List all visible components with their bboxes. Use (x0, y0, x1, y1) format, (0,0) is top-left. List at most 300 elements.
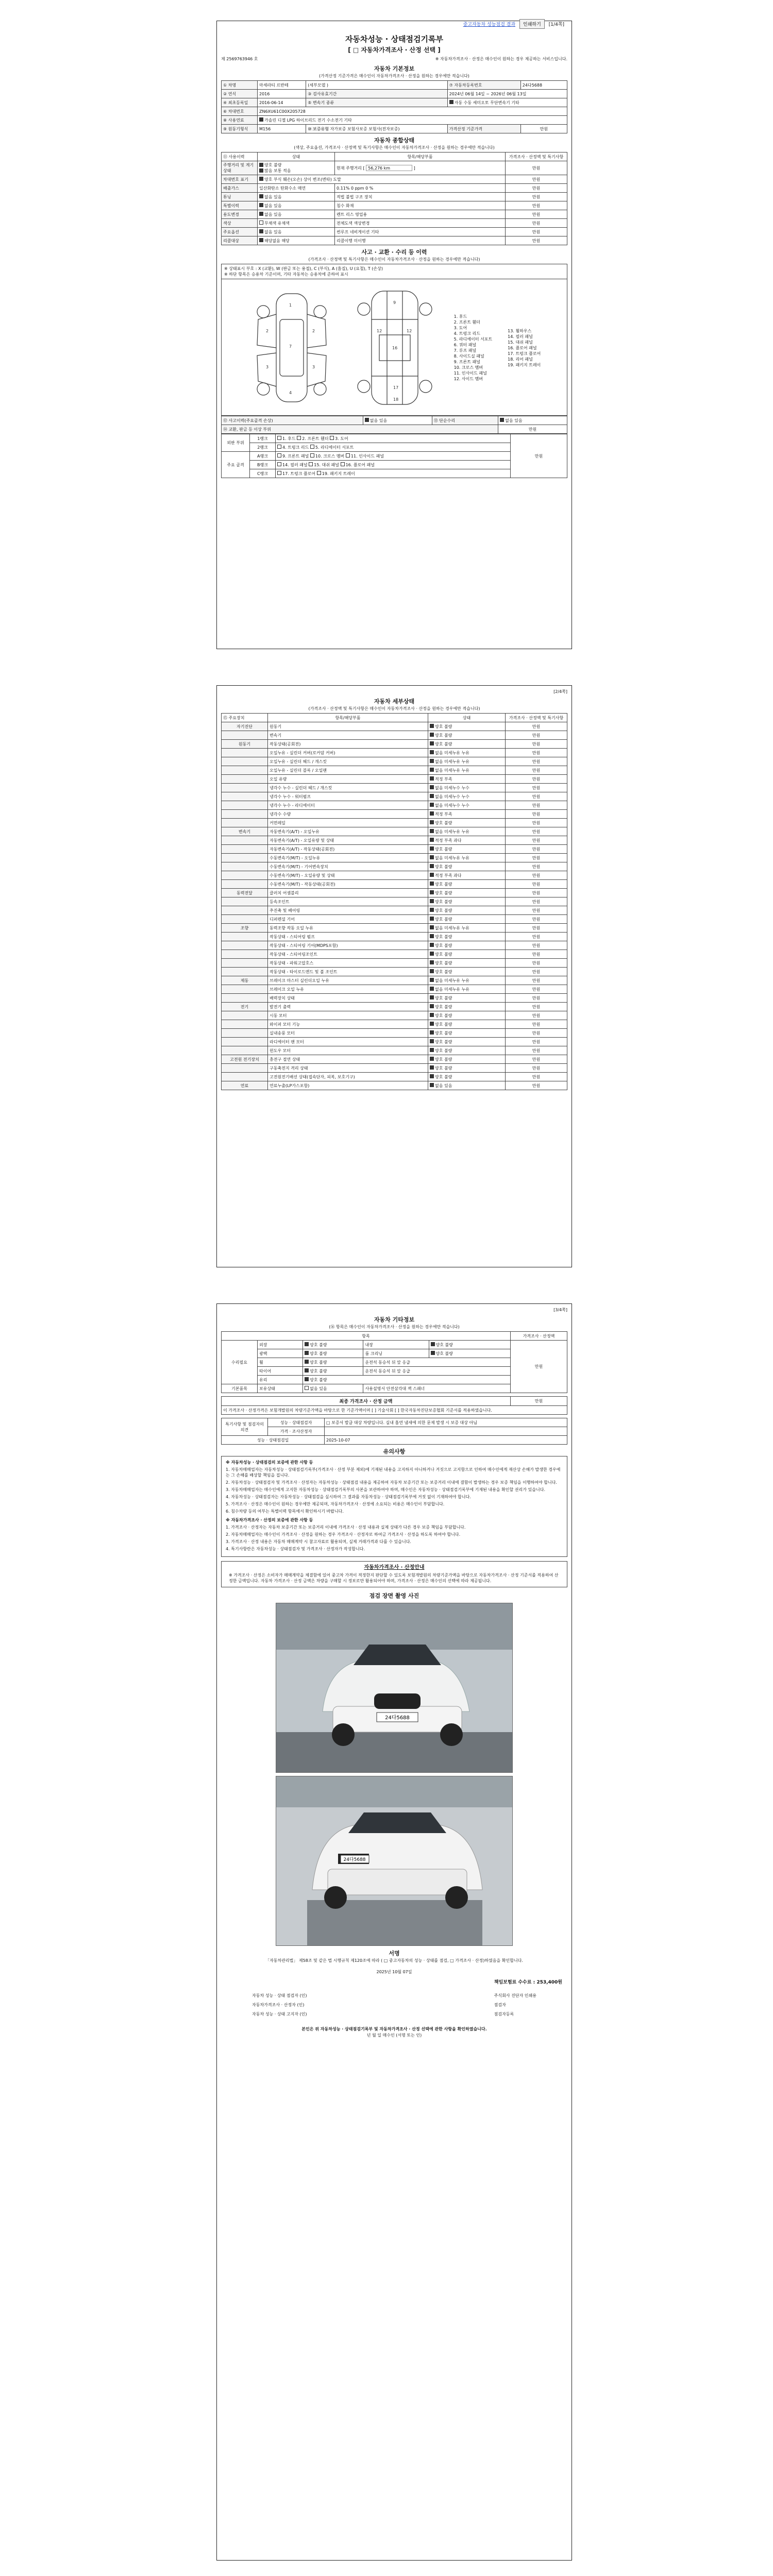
row-item: 작동상태(공회전) (268, 740, 428, 749)
accident-legend: ※ 상태표시 부호 : X (교환), W (판금 또는 용접), C (부식), A (흠집), U (요철), T (손상) (224, 266, 383, 271)
checkbox-icon[interactable] (430, 785, 434, 789)
row-label: 변속기 (222, 827, 268, 836)
detail-row (222, 1003, 567, 1011)
row-item: 휠 (258, 1358, 303, 1367)
rank-label: C랭크 (250, 469, 276, 478)
checkbox-icon[interactable] (430, 882, 434, 886)
status-text: 없음 미세누수 누수 (435, 785, 469, 790)
row-status (428, 1011, 506, 1020)
price-unit: 만원 (506, 766, 567, 775)
row-item: 연료누출(LP가스포함) (268, 1081, 428, 1090)
rank-label: 1랭크 (250, 434, 276, 443)
row-extra: 침수 화재 (335, 201, 506, 210)
price-unit: 만원 (506, 1081, 567, 1090)
price-unit: 만원 (506, 757, 567, 766)
row-item: 작동상태 - 스티어링조인트 (268, 950, 428, 959)
price-unit: 만원 (506, 985, 567, 994)
row-status: 양호 불량 (303, 1376, 511, 1384)
signature-footer-2: 년 월 일 매수인 (서명 또는 인) (366, 2033, 422, 2038)
cell-label: ⑧ 사용연료 (222, 116, 258, 125)
svg-text:9: 9 (393, 300, 396, 305)
checkbox-icon[interactable] (430, 776, 434, 781)
row-label (222, 871, 268, 880)
row-status (428, 740, 506, 749)
checkbox-icon[interactable] (430, 855, 434, 859)
price-unit: 만원 (506, 915, 567, 924)
detail-row (222, 933, 567, 941)
detail-row (222, 784, 567, 792)
price-unit: 만원 (506, 933, 567, 941)
row-label (222, 1029, 268, 1038)
row-label (222, 819, 268, 827)
row-status: 양호 불량 (303, 1367, 363, 1376)
price-unit: 만원 (506, 1011, 567, 1020)
rank-table (221, 434, 567, 478)
row-item: 시동 모터 (268, 1011, 428, 1020)
status-text: 없음 미세누수 누수 (435, 803, 469, 808)
row-item: 디퍼렌셜 기어 (268, 915, 428, 924)
checkbox-icon[interactable] (430, 952, 434, 956)
status-text: 양호 불량 (435, 1022, 452, 1027)
row-status: 무채색 유채색 (258, 219, 335, 228)
col-header: 가격조사 · 산정액 (511, 1332, 567, 1341)
svg-text:1: 1 (289, 303, 292, 308)
row-label (222, 810, 268, 819)
row-label: 배출가스 (222, 184, 258, 193)
row-extra: 0.11% 0 ppm 0 % (335, 184, 506, 193)
row-status: 없음 있음 (303, 1384, 363, 1393)
photos-title: 점검 장면 촬영 사진 (369, 1592, 419, 1599)
checkbox-icon[interactable] (430, 899, 434, 903)
checkbox-icon[interactable] (430, 733, 434, 737)
checkbox-icon[interactable] (430, 794, 434, 798)
row-item: 동력조향 작동 오일 누유 (268, 924, 428, 933)
signer-right: 주식회사 진단자 인쇄용 (494, 1993, 536, 1998)
detail-row (222, 880, 567, 889)
status-text: 없음 미세누유 누유 (435, 759, 469, 764)
row-status (428, 1029, 506, 1038)
detail-row (222, 836, 567, 845)
row-status: 운전석 동승석 뒤 앞 응급 (363, 1367, 511, 1376)
checkbox-icon[interactable] (430, 943, 434, 947)
row-label (222, 801, 268, 810)
row-label (222, 836, 268, 845)
row-label (222, 985, 268, 994)
detail-row (222, 1055, 567, 1064)
row-item: 등속조인트 (268, 897, 428, 906)
row-label: 외판 부위 (222, 434, 250, 452)
svg-text:17: 17 (393, 385, 398, 390)
price-unit: 만원 (506, 1073, 567, 1081)
col-header: ⑮ 주요장치 (222, 714, 268, 722)
rank-parts: 1. 후드 2. 프론트 휀더 3. 도어 (276, 434, 511, 443)
row-item: 작동상태 - 스티어링 기어(MDPS포함) (268, 941, 428, 950)
row-status (428, 933, 506, 941)
car-frame-outline-icon (351, 283, 439, 412)
row-status: 운전석 동승석 뒤 앞 응급 (363, 1358, 511, 1367)
row-label: 제동 (222, 976, 268, 985)
checkbox-icon[interactable] (259, 177, 263, 181)
status-text: 양호 불량 (435, 864, 452, 869)
row-item: 냉각수 수량 (268, 810, 428, 819)
car-name: 마세라티 르반떼 (258, 81, 306, 90)
detail-row (222, 871, 567, 880)
row-label (222, 862, 268, 871)
checkbox-icon[interactable] (430, 1022, 434, 1026)
row-label: 전기 (222, 1003, 268, 1011)
print-button[interactable]: 인쇄하기 (519, 19, 545, 29)
col-header: 상태 (258, 152, 335, 161)
row-item: 오일누유 - 실린더 커버(로커암 커버) (268, 749, 428, 757)
price-unit: 만원 (506, 1064, 567, 1073)
checkbox-icon[interactable] (430, 890, 434, 894)
row-status (428, 976, 506, 985)
row-label (222, 941, 268, 950)
price-unit: 만원 (511, 434, 567, 478)
page-1 (216, 21, 572, 649)
row-status (428, 862, 506, 871)
page-number: [3/4쪽] (553, 1308, 567, 1312)
status-text: 양호 불량 (435, 1030, 452, 1036)
price-unit: 만원 (506, 792, 567, 801)
rank-label: 2랭크 (250, 443, 276, 452)
price-unit: 만원 (506, 854, 567, 862)
price-unit: 만원 (506, 1020, 567, 1029)
price-unit: 만원 (506, 193, 567, 201)
detail-row (222, 915, 567, 924)
status-title: 자동차 종합상태 (374, 137, 415, 144)
checkbox-icon[interactable] (430, 1065, 434, 1070)
signer-row: 자동차 성능 · 상태 점검자 (인) (252, 1993, 307, 1998)
row-label: ⑭ 교환, 판금 등 이상 부위 (222, 425, 498, 434)
price-unit: 만원 (506, 950, 567, 959)
rank-parts: 14. 필러 패널 15. 대쉬 패널 16. 플로어 패널 (276, 461, 511, 469)
price-unit: 만원 (506, 941, 567, 950)
detail-row (222, 801, 567, 810)
transmission-type: 자동 수동 세미오토 무단변속기 기타 (447, 98, 567, 107)
row-item: 배력장치 상태 (268, 994, 428, 1003)
price-unit: 만원 (506, 210, 567, 219)
checkbox-icon[interactable] (259, 212, 263, 216)
checkbox-icon[interactable] (259, 203, 263, 207)
detail-row (222, 924, 567, 933)
accident-title: 사고 · 교환 · 수리 등 이력 (361, 249, 427, 256)
row-extra: 썬루프 네비게이션 기타 (335, 228, 506, 236)
price-unit: 만원 (506, 976, 567, 985)
status-text: 양호 불량 (435, 917, 452, 922)
basic-info-table (221, 80, 567, 133)
checkbox-icon[interactable] (500, 418, 504, 422)
car-rear-photo-icon (276, 1776, 513, 1946)
inspection-photo-front (276, 1603, 513, 1773)
detail-note: (가격조사 · 산정액 및 특기사항은 매수인이 자동차가격조사 · 산정을 원하는 경우에만 적습니다) (308, 706, 480, 711)
cell-label: ④ 최초등록일 (222, 98, 258, 107)
checkbox-icon[interactable] (259, 163, 263, 167)
row-status (428, 880, 506, 889)
row-status (428, 827, 506, 836)
car-diagram (221, 279, 567, 416)
status-text: 없음 미세누유 누유 (435, 768, 469, 773)
status-text: 적정 부족 (435, 811, 452, 817)
row-item: 구동축전지 격리 상태 (268, 1064, 428, 1073)
detail-row (222, 906, 567, 915)
checkbox-icon[interactable] (430, 978, 434, 982)
checkbox-icon[interactable] (430, 864, 434, 868)
checkbox-icon[interactable] (430, 838, 434, 842)
price-unit: 만원 (506, 784, 567, 792)
checkbox-icon[interactable] (430, 969, 434, 973)
checkbox-icon[interactable] (430, 1083, 434, 1087)
checkbox-icon[interactable] (430, 1074, 434, 1078)
rank-label: A랭크 (250, 452, 276, 461)
svg-text:7: 7 (289, 344, 292, 349)
row-item: 작동상태 - 타이로드엔드 및 볼 조인트 (268, 968, 428, 976)
accident-note: (가격조사 · 산정액 및 특기사항은 매수인이 자동차가격조사 · 산정을 원하는 경우에만 적습니다) (308, 257, 480, 262)
parts-legend-2: 13. 휠하우스 14. 필러 패널 15. 대쉬 패널 16. 플로어 패널 17. 트렁크 플로어 18. 리어 패널 19. 패키지 트레이 (508, 328, 541, 367)
checkbox-icon[interactable] (259, 221, 263, 225)
col-header: 항목/해당부품 (268, 714, 428, 722)
checkbox-icon[interactable] (430, 995, 434, 999)
checkbox-icon[interactable] (449, 100, 453, 104)
price-unit: 만원 (506, 862, 567, 871)
row-status (428, 1064, 506, 1073)
svg-text:3: 3 (265, 365, 268, 369)
row-item: 라디에이터 팬 모터 (268, 1038, 428, 1046)
checkbox-icon[interactable] (430, 759, 434, 763)
status-text: 양호 불량 (435, 1057, 452, 1062)
status-text: 양호 불량 (435, 1004, 452, 1009)
price-unit: 만원 (506, 924, 567, 933)
row-label (222, 1046, 268, 1055)
price-unit: 만원 (506, 889, 567, 897)
status-text: 양호 불량 (435, 995, 452, 1001)
row-label: 조향 (222, 924, 268, 933)
checkbox-icon[interactable] (430, 1004, 434, 1008)
detail-row (222, 1020, 567, 1029)
signature-block (221, 1988, 567, 2022)
row-label: 가격 · 조사산정자 (268, 1427, 325, 1436)
row-item: 윈도우 모터 (268, 1046, 428, 1055)
price-unit: 만원 (506, 1029, 567, 1038)
row-item: 수동변속기(M/T) - 기어변속장치 (268, 862, 428, 871)
price-unit: 만원 (506, 1003, 567, 1011)
checkbox-icon[interactable] (430, 925, 434, 929)
row-status: 없음 있음 (258, 201, 335, 210)
checkbox-icon[interactable] (430, 846, 434, 851)
col-header: 항목/해당부품 (335, 152, 506, 161)
row-status: 없음 있음 (498, 416, 567, 425)
cell-label: ③ 검사유효기간 (306, 90, 447, 98)
row-item: 와이퍼 모터 기능 (268, 1020, 428, 1029)
cell-label: ② 연식 (222, 90, 258, 98)
col-header: 가격조사 · 산정액 및 특기사항 (506, 714, 567, 722)
status-text: 양호 불량 (435, 952, 452, 957)
price-unit: 만원 (506, 775, 567, 784)
checkbox-icon[interactable] (430, 1013, 434, 1017)
signature-date: 2025년 10월 07일 (376, 1970, 412, 1974)
row-status (428, 1003, 506, 1011)
status-text: 양호 불량 (435, 934, 452, 939)
svg-text:4: 4 (289, 391, 292, 395)
row-status (428, 889, 506, 897)
detail-row (222, 819, 567, 827)
checkbox-icon[interactable] (430, 917, 434, 921)
checkbox-icon[interactable] (430, 1048, 434, 1052)
row-item: 광택 (258, 1349, 303, 1358)
status-text: 없음 미세누유 누유 (435, 855, 469, 860)
checkbox-icon[interactable] (430, 934, 434, 938)
detail-row (222, 775, 567, 784)
row-label (222, 1038, 268, 1046)
row-label (222, 784, 268, 792)
row-label (222, 906, 268, 915)
row-status (428, 871, 506, 880)
signer-row: 자동차 성능 · 상태 고지자 (인) (252, 2012, 307, 2016)
row-label: ⑫ 사고이력(주요골격 손상) (222, 416, 363, 425)
checkbox-icon[interactable] (430, 1039, 434, 1043)
row-label: 주요 골격 (222, 452, 250, 478)
checkbox-icon[interactable] (430, 829, 434, 833)
checkbox-icon[interactable] (259, 229, 263, 233)
svg-text:2: 2 (312, 329, 315, 333)
price-unit: 만원 (511, 1341, 567, 1393)
row-item: 냉각수 누수 - 실린더 헤드 / 개스킷 (268, 784, 428, 792)
row-status (428, 784, 506, 792)
car-front-photo-icon (276, 1603, 513, 1773)
row-status: 일산화탄소 탄화수소 매연 (258, 184, 335, 193)
special-table (221, 1418, 567, 1445)
row-item: 브레이크 오일 누유 (268, 985, 428, 994)
checkbox-icon[interactable] (430, 741, 434, 745)
row-label (222, 897, 268, 906)
checkbox-icon[interactable] (430, 960, 434, 964)
row-status (428, 819, 506, 827)
price-unit: 만원 (506, 994, 567, 1003)
row-extra: 전체도색 색상변경 (335, 219, 506, 228)
performance-result-link[interactable]: 중고자동차 성능점검 결과 (463, 22, 516, 27)
checkbox-icon[interactable] (430, 873, 434, 877)
row-label (222, 1064, 268, 1073)
final-price-unit: 만원 (511, 1397, 567, 1406)
document-number: 제 2569763946 호 (221, 57, 258, 61)
checkbox-icon[interactable] (259, 194, 263, 198)
checkbox-icon[interactable] (430, 811, 434, 816)
checkbox-icon[interactable] (430, 987, 434, 991)
inspection-photo-rear (276, 1776, 513, 1946)
row-label: 특별이력 (222, 201, 258, 210)
detail-row (222, 845, 567, 854)
price-unit: 만원 (506, 184, 567, 193)
row-label: 동력전달 (222, 889, 268, 897)
row-extra: 적법 불법 구조 장치 (335, 193, 506, 201)
car-side-outline-icon (248, 283, 335, 412)
row-status (428, 959, 506, 968)
row-status (428, 766, 506, 775)
detail-row (222, 897, 567, 906)
row-label: 튜닝 (222, 193, 258, 201)
checkbox-icon[interactable] (259, 238, 263, 242)
signature-law: 「자동차관리법」 제58조 및 같은 법 시행규칙 제120조에 따라 ( □ 중고자동차의 성능 · 상태를 점검, □ 가격조사 · 산정)하였음을 확인합니다. (265, 1958, 523, 1963)
detail-row (222, 1029, 567, 1038)
checkbox-icon[interactable] (259, 117, 263, 122)
price-unit: 만원 (506, 749, 567, 757)
checkbox-icon[interactable] (430, 820, 434, 824)
detail-row (222, 889, 567, 897)
fuel-type: 가솔린 디젤 LPG 하이브리드 전기 수소전기 기타 (258, 116, 567, 125)
detail-row (222, 722, 567, 731)
row-status (428, 941, 506, 950)
checkbox-icon[interactable] (430, 750, 434, 754)
row-status (428, 845, 506, 854)
price-unit: 만원 (506, 819, 567, 827)
special-label: 특기사항 및 점검자의 의견 (222, 1418, 268, 1436)
checkbox-icon[interactable] (430, 1030, 434, 1035)
row-item: 발전기 출력 (268, 1003, 428, 1011)
status-text: 없음 있음 (435, 1083, 452, 1088)
final-price-table (221, 1396, 567, 1415)
detail-row (222, 749, 567, 757)
checkbox-icon[interactable] (365, 418, 369, 422)
status-text: 적정 부족 과다 (435, 873, 462, 878)
price-unit: 만원 (506, 175, 567, 184)
row-item: 자동변속기(A/T) - 오일유량 및 상태 (268, 836, 428, 845)
row-status: 양호 불량 (303, 1349, 363, 1358)
row-status (428, 810, 506, 819)
row-status (428, 757, 506, 766)
status-text: 없음 미세누유 누유 (435, 987, 469, 992)
row-item: 보유상태 (258, 1384, 303, 1393)
detail-row (222, 854, 567, 862)
row-status (428, 897, 506, 906)
checkbox-icon[interactable] (430, 908, 434, 912)
checkbox-icon[interactable] (430, 724, 434, 728)
svg-text:12: 12 (376, 329, 382, 333)
page-number: [2/4쪽] (553, 689, 567, 694)
checkbox-icon[interactable] (259, 168, 263, 173)
cell-label: ⑤ 변속기 종류 (306, 98, 447, 107)
detail-title: 자동차 세부상태 (374, 698, 415, 705)
row-status: 양호 불량 (303, 1358, 363, 1367)
row-status: 양호 불량 (303, 1341, 363, 1349)
detail-row (222, 862, 567, 871)
price-unit: 만원 (506, 740, 567, 749)
row-label (222, 845, 268, 854)
checkbox-icon[interactable] (430, 1057, 434, 1061)
checkbox-icon[interactable] (430, 803, 434, 807)
price-unit: 만원 (506, 731, 567, 740)
vin: ZN6XU61C00X205728 (258, 107, 567, 116)
etc-table (221, 1331, 567, 1393)
detail-row (222, 792, 567, 801)
status-text: 양호 불량 (435, 846, 452, 852)
row-label (222, 915, 268, 924)
row-item: 자동변속기(A/T) - 작동상태(공회전) (268, 845, 428, 854)
row-label: 리콜대상 (222, 236, 258, 245)
price-unit: 만원 (506, 161, 567, 175)
row-status: 사용설명서 안전삼각대 잭 스패너 (363, 1384, 511, 1393)
row-item: 커먼레일 (268, 819, 428, 827)
engine-type: M156 (258, 125, 306, 133)
cell-label: ① 차명 (222, 81, 258, 90)
detail-row (222, 985, 567, 994)
price-unit: 만원 (506, 880, 567, 889)
row-label: ⑬ 단순수리 (432, 416, 498, 425)
row-item: 자동변속기(A/T) - 오일누유 (268, 827, 428, 836)
checkbox-icon[interactable] (430, 768, 434, 772)
status-text: 양호 불량 (435, 908, 452, 913)
row-item: 타이어 (258, 1367, 303, 1376)
detail-row (222, 994, 567, 1003)
